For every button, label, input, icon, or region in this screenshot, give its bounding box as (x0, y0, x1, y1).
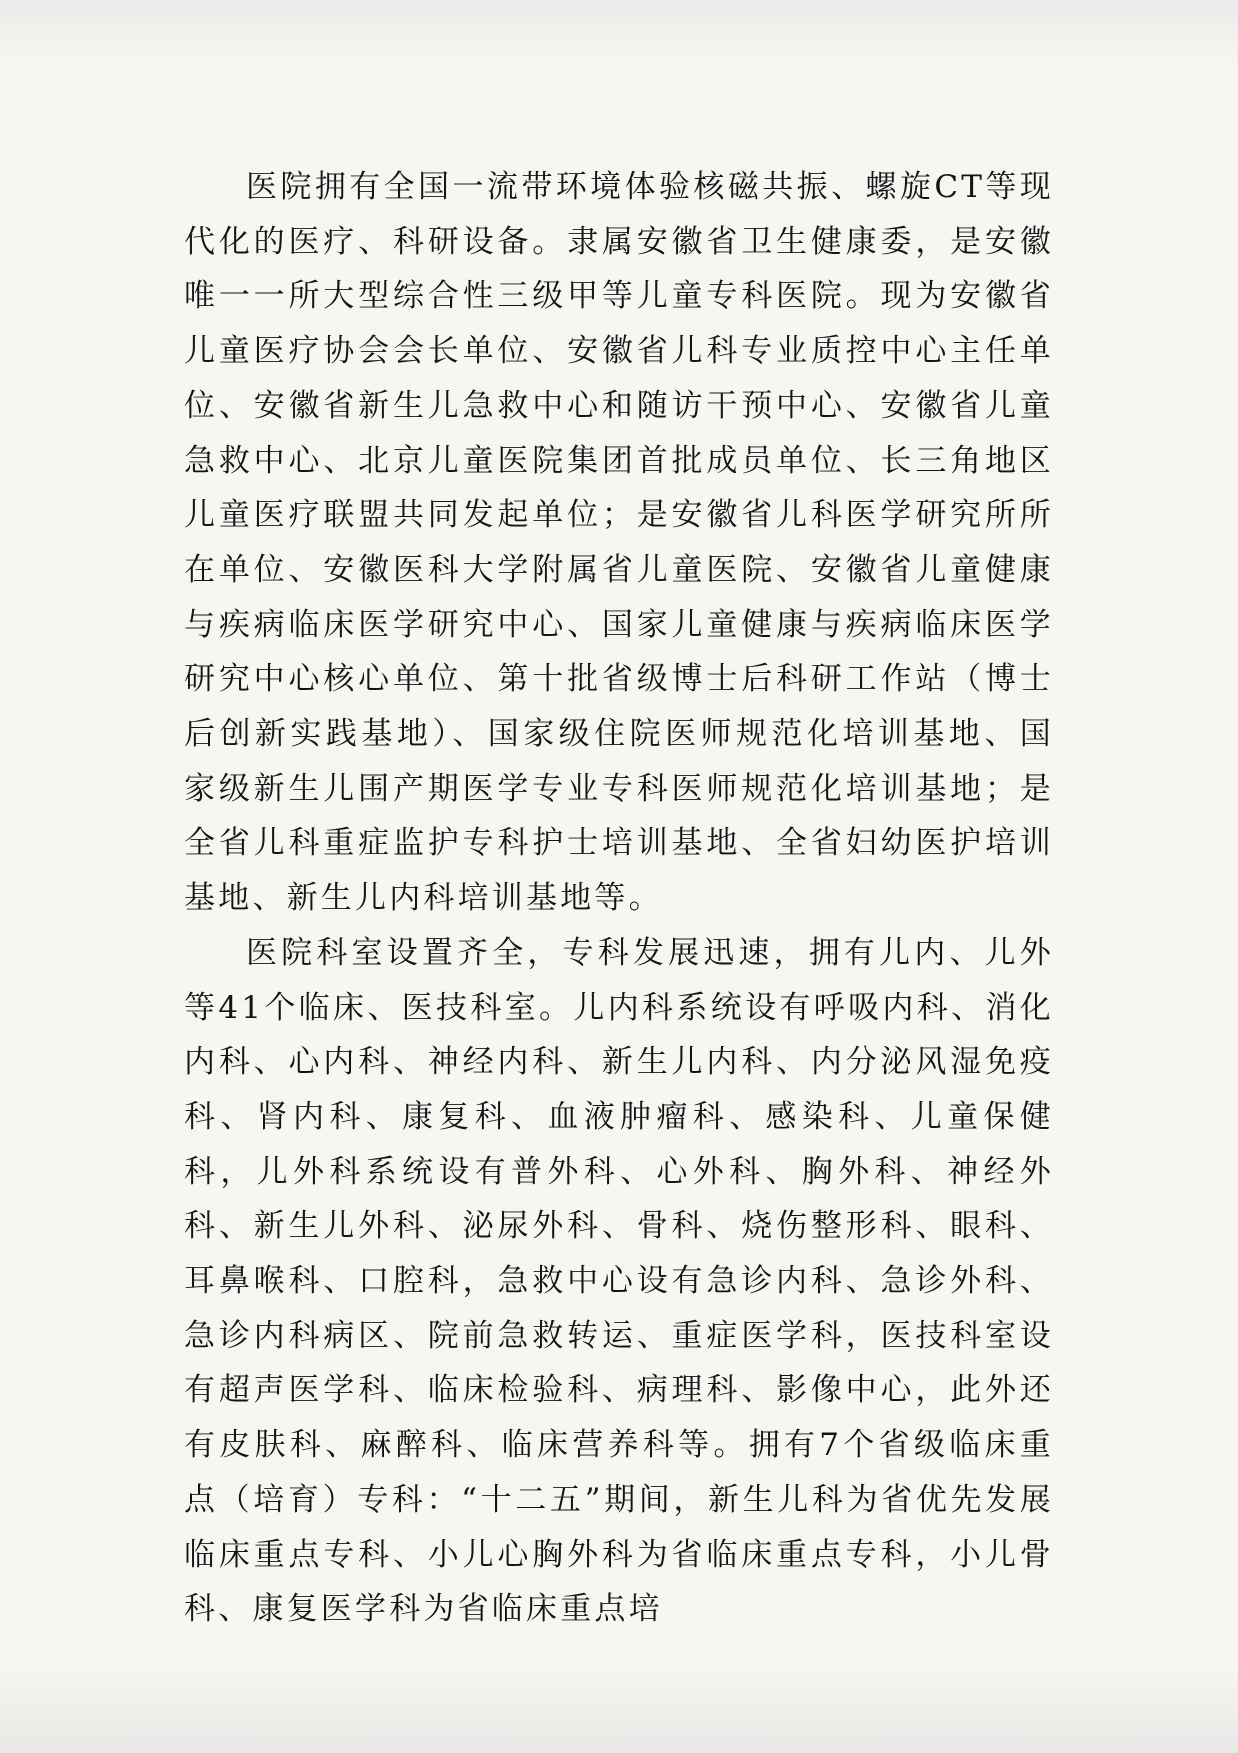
document-body (184, 160, 1054, 1637)
paragraph-hospital-overview: 医院拥有全国一流带环境体验核磁共振、螺旋CT等现代化的医疗、科研设备。隶属安徽省卫生健康委，是安徽唯一一所大型综合性三级甲等儿童专科医院。现为安徽省儿童医疗协会会长单位、安徽省儿科专业质控中心主任单位、安徽省新生儿急救中心和随访干预中心、安徽省儿童急救中心、北京儿童医院集团首批成员单位、长三角地区儿童医疗联盟共同发起单位；是安徽省儿科医学研究所所在单位、安徽医科大学附属省儿童医院、安徽省儿童健康与疾病临床医学研究中心、国家儿童健康与疾病临床医学研究中心核心单位、第十批省级博士后科研工作站（博士后创新实践基地）、国家级住院医师规范化培训基地、国家级新生儿围产期医学专业专科医师规范化培训基地；是全省儿科重症监护专科护士培训基地、全省妇幼医护培训基地、新生儿内科培训基地等。 (184, 169, 1054, 917)
paragraph-departments: 医院科室设置齐全，专科发展迅速，拥有儿内、儿外等41个临床、医技科室。儿内科系统设有呼吸内科、消化内科、心内科、神经内科、新生儿内科、内分泌风湿免疫科、肾内科、康复科、血液肿瘤科、感染科、儿童保健科，儿外科系统设有普外科、心外科、胸外科、神经外科、新生儿外科、泌尿外科、骨科、烧伤整形科、眼科、耳鼻喉科、口腔科，急救中心设有急诊内科、急诊外科、急诊内科病区、院前急救转运、重症医学科，医技科室设有超声医学科、临床检验科、病理科、影像中心，此外还有皮肤科、麻醉科、临床营养科等。拥有7个省级临床重点（培育）专科：“十二五”期间，新生儿科为省优先发展临床重点专科、小儿心胸外科为省临床重点专科，小儿骨科、康复医学科为省临床重点培 (184, 934, 1054, 1628)
